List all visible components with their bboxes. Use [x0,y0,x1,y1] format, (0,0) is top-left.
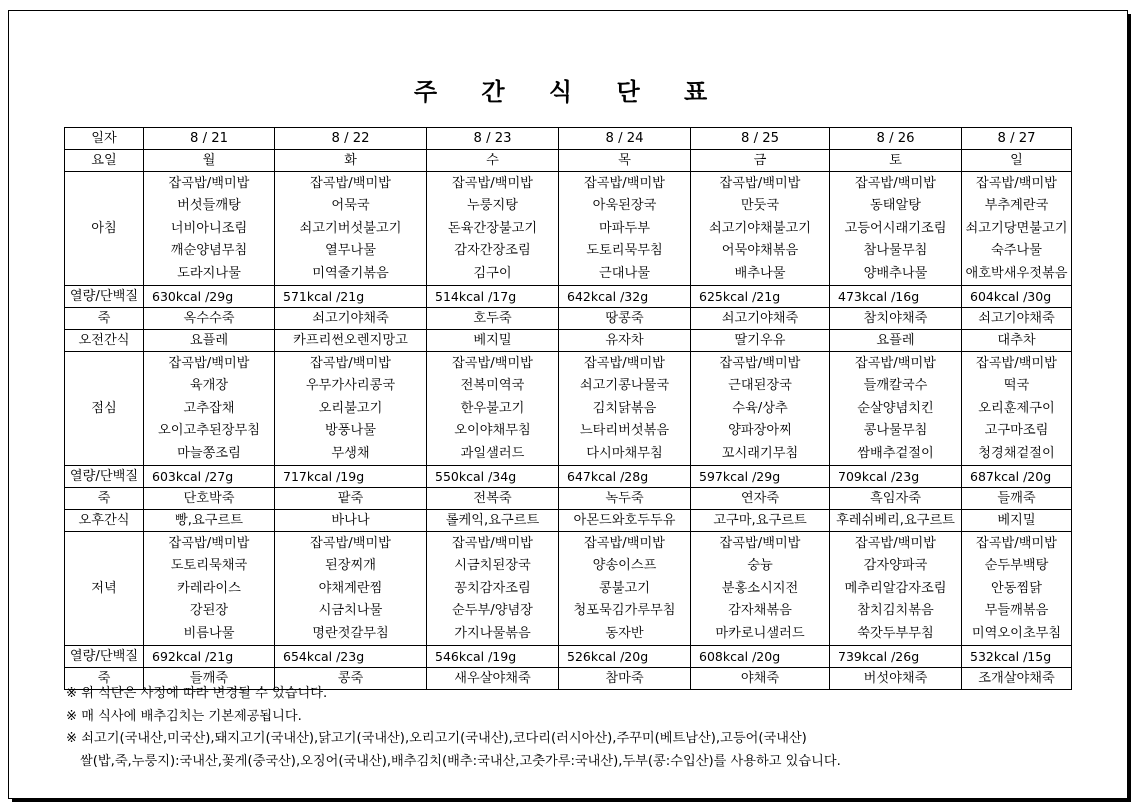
menu-item: 쇠고기야채불고기 [709,220,811,236]
breakfast-porridge-row [65,308,1072,330]
lunch-calorie-row-cell: 603kcal /27g [144,466,275,488]
lunch-porridge-row-cell: 연자죽 [691,488,830,510]
note-1: ※ 위 식단은 사정에 따라 변경될 수 있습니다. [66,686,328,701]
lunch-calorie-row-cell: 717kcal /19g [275,466,427,488]
menu-item: 쇠고기콩나물국 [579,378,670,394]
menu-item: 동태알탕 [870,198,921,214]
lunch-row-cell [691,352,830,466]
menu-item: 순두부/양념장 [452,603,533,619]
lunch-row-cell [830,352,962,466]
menu-item: 잡곡밥/백미밥 [584,176,665,191]
am-snack-row [65,330,1072,352]
note-4: 쌀(밥,죽,누룽지):국내산,꽃게(중국산),오징어(국내산),배추김치(배추:국내산,고춧가루:국내산),두부(콩:수입산)를 사용하고 있습니다. [80,753,841,769]
menu-item: 잡곡밥/백미밥 [855,356,936,371]
lunch-row-label: 점심 [65,352,144,466]
menu-item: 어묵국 [331,198,370,214]
menu-item: 된장찌개 [325,558,376,574]
weekday-row-cell: 목 [559,150,691,172]
menu-item: 쇠고기당면불고기 [965,220,1068,236]
dinner-row-cell [275,532,427,646]
menu-item: 가지나물볶음 [454,625,531,641]
weekly-menu-table [64,127,1072,690]
menu-item: 마파두부 [599,220,650,236]
breakfast-row-cell [427,172,559,286]
menu-item: 잡곡밥/백미밥 [452,536,533,551]
dinner-row-cell [559,532,691,646]
breakfast-calorie-row-cell: 473kcal /16g [830,286,962,308]
menu-item: 양파장아찌 [728,423,792,439]
menu-item: 어묵야채볶음 [721,243,799,259]
menu-item: 카레라이스 [177,580,241,596]
weekday-row-cell: 토 [830,150,962,172]
menu-item: 도라지나물 [177,265,241,281]
menu-item: 수육/상추 [732,400,788,416]
menu-item: 방풍나물 [325,423,376,439]
menu-item: 잡곡밥/백미밥 [584,536,665,551]
menu-item: 열무나물 [325,243,376,259]
lunch-row-cell [144,352,275,466]
dinner-calorie-row-cell: 546kcal /19g [427,646,559,668]
dinner-row-cell [144,532,275,646]
dinner-calorie-row-cell: 532kcal /15g [962,646,1072,668]
date-row-cell: 8 / 23 [427,128,559,150]
dinner-calorie-row-cell: 692kcal /21g [144,646,275,668]
lunch-porridge-row-cell: 들깨죽 [962,488,1072,510]
lunch-row [65,352,1072,466]
menu-item: 숭늉 [747,558,773,574]
dinner-porridge-row-cell: 조개살야채죽 [962,668,1072,690]
lunch-calorie-row-cell: 550kcal /34g [427,466,559,488]
menu-item: 잡곡밥/백미밥 [976,176,1057,191]
weekday-row-cell: 금 [691,150,830,172]
sheet-shadow-right [1128,14,1131,802]
menu-item: 숙주나물 [991,243,1042,259]
menu-item: 오리훈제구이 [978,400,1055,416]
menu-item: 오리불고기 [318,400,383,416]
menu-item: 잡곡밥/백미밥 [168,356,250,371]
pm-snack-row-cell: 롤케익,요구르트 [427,510,559,532]
lunch-calorie-row [65,466,1072,488]
breakfast-porridge-row-label: 죽 [65,308,144,330]
weekday-row-cell: 수 [427,150,559,172]
menu-item: 전복미역국 [460,378,525,394]
am-snack-row-cell: 카프리썬오렌지망고 [275,330,427,352]
breakfast-calorie-row-cell: 604kcal /30g [962,286,1072,308]
dinner-calorie-row-cell: 526kcal /20g [559,646,691,668]
menu-item: 마늘쫑조림 [177,445,241,461]
menu-item: 콩나물무침 [863,423,928,439]
menu-item: 꽁치감자조림 [454,580,531,596]
breakfast-calorie-row [65,286,1072,308]
menu-item: 잡곡밥/백미밥 [584,356,665,371]
am-snack-row-label: 오전간식 [65,330,144,352]
menu-item: 잡곡밥/백미밥 [452,176,533,191]
menu-item: 도토리묵무침 [586,243,663,259]
date-row-cell: 8 / 24 [559,128,691,150]
menu-item: 시금치된장국 [454,558,531,574]
menu-item: 꼬시래기무침 [721,445,799,461]
menu-item: 근대나물 [599,265,650,281]
menu-item: 쑥갓두부무침 [857,625,934,641]
menu-item: 쌈배추겉절이 [857,445,934,461]
breakfast-calorie-row-cell: 642kcal /32g [559,286,691,308]
menu-item: 잡곡밥/백미밥 [855,536,936,551]
lunch-porridge-row-cell: 팥죽 [275,488,427,510]
breakfast-row-label: 아침 [65,172,144,286]
breakfast-row-cell [691,172,830,286]
menu-item: 애호박새우젓볶음 [965,265,1068,281]
dinner-row-cell [962,532,1072,646]
note-2: ※ 매 식사에 배추김치는 기본제공됩니다. [66,708,302,724]
date-row-cell: 8 / 22 [275,128,427,150]
breakfast-porridge-row-cell: 쇠고기야채죽 [275,308,427,330]
menu-item: 너비아니조림 [170,220,248,236]
menu-item: 잡곡밥/백미밥 [310,176,391,191]
menu-item: 메추리알감자조림 [844,580,947,596]
menu-item: 미역오이초무침 [971,625,1062,641]
menu-item: 무생채 [331,445,370,461]
lunch-porridge-row-label: 죽 [65,488,144,510]
am-snack-row-cell: 유자차 [559,330,691,352]
pm-snack-row-label: 오후간식 [65,510,144,532]
pm-snack-row-cell: 베지밀 [962,510,1072,532]
menu-item: 마카로니샐러드 [715,625,805,641]
menu-item: 잡곡밥/백미밥 [719,176,801,191]
menu-item: 잡곡밥/백미밥 [976,536,1057,551]
menu-item: 감자간장조림 [454,243,531,259]
am-snack-row-cell: 대추차 [962,330,1072,352]
menu-item: 아욱된장국 [592,198,657,214]
breakfast-porridge-row-cell: 참치야채죽 [830,308,962,330]
menu-item: 잡곡밥/백미밥 [310,356,391,371]
pm-snack-row-cell: 고구마,요구르트 [691,510,830,532]
menu-item: 잡곡밥/백미밥 [168,536,250,551]
menu-item: 순살양념치킨 [857,400,934,416]
dinner-row-label: 저녁 [65,532,144,646]
breakfast-row-cell [830,172,962,286]
dinner-calorie-row [65,646,1072,668]
page-title: 주 간 식 단 표 [413,78,726,106]
date-row-cell: 8 / 27 [962,128,1072,150]
menu-item: 버섯들깨탕 [177,198,241,214]
am-snack-row-cell: 요플레 [830,330,962,352]
lunch-row-cell [559,352,691,466]
weekday-row-cell: 화 [275,150,427,172]
am-snack-row-cell: 요플레 [144,330,275,352]
menu-item: 잡곡밥/백미밥 [168,176,250,191]
pm-snack-row-cell: 아몬드와호두두유 [559,510,691,532]
menu-item: 고추잡채 [183,400,235,416]
dinner-porridge-row-cell: 버섯야채죽 [830,668,962,690]
menu-item: 콩불고기 [599,580,650,596]
menu-item: 김구이 [473,265,512,281]
dinner-row-cell [830,532,962,646]
breakfast-row-cell [559,172,691,286]
menu-item: 잡곡밥/백미밥 [855,176,936,191]
lunch-row-cell [962,352,1072,466]
dinner-row [65,532,1072,646]
weekday-row-cell: 일 [962,150,1072,172]
dinner-row-cell [691,532,830,646]
menu-item: 잡곡밥/백미밥 [719,536,801,551]
menu-item: 분홍소시지전 [721,580,799,596]
dinner-porridge-row-cell: 콩죽 [275,668,427,690]
date-row [65,128,1072,150]
lunch-calorie-row-cell: 709kcal /23g [830,466,962,488]
breakfast-calorie-row-cell: 630kcal /29g [144,286,275,308]
breakfast-calorie-row-label: 열량/단백질 [65,286,144,308]
menu-item: 잡곡밥/백미밥 [719,356,801,371]
dinner-calorie-row-cell: 608kcal /20g [691,646,830,668]
menu-item: 잡곡밥/백미밥 [976,356,1057,371]
menu-item: 양배추나물 [863,265,928,281]
menu-item: 깨순양념무침 [170,243,248,259]
breakfast-porridge-row-cell: 옥수수죽 [144,308,275,330]
menu-item: 오이고추된장무침 [158,423,260,439]
pm-snack-row-cell: 후레쉬베리,요구르트 [830,510,962,532]
menu-item: 참치김치볶음 [857,603,934,619]
menu-item: 다시마채무침 [586,445,663,461]
menu-item: 잡곡밥/백미밥 [452,356,533,371]
dinner-porridge-row-cell: 참마죽 [559,668,691,690]
menu-item: 부추계란국 [984,198,1049,214]
breakfast-row-cell [275,172,427,286]
menu-item: 강된장 [189,603,229,619]
menu-item: 고등어시래기조림 [844,220,947,236]
date-row-cell: 8 / 25 [691,128,830,150]
pm-snack-row-cell: 바나나 [275,510,427,532]
am-snack-row-cell: 베지밀 [427,330,559,352]
date-row-cell: 8 / 21 [144,128,275,150]
breakfast-porridge-row-cell: 쇠고기야채죽 [962,308,1072,330]
menu-item: 누룽지탕 [467,198,518,214]
menu-item: 만둣국 [740,198,780,214]
menu-item: 돈육간장불고기 [447,220,538,236]
menu-item: 안동찜닭 [991,580,1042,596]
menu-item: 비름나물 [183,625,235,641]
lunch-row-cell [427,352,559,466]
menu-item: 고구마조림 [984,423,1049,439]
menu-item: 참나물무침 [863,243,928,259]
breakfast-porridge-row-cell: 호두죽 [427,308,559,330]
menu-item: 육개장 [189,378,229,394]
lunch-porridge-row [65,488,1072,510]
dinner-calorie-row-label: 열량/단백질 [65,646,144,668]
dinner-calorie-row-cell: 654kcal /23g [275,646,427,668]
menu-item: 감자채볶음 [728,603,792,619]
weekday-row-label: 요일 [65,150,144,172]
lunch-calorie-row-cell: 687kcal /20g [962,466,1072,488]
date-row-cell: 8 / 26 [830,128,962,150]
lunch-porridge-row-cell: 단호박죽 [144,488,275,510]
breakfast-row-cell [144,172,275,286]
breakfast-porridge-row-cell: 땅콩죽 [559,308,691,330]
menu-item: 떡국 [1003,378,1030,394]
lunch-porridge-row-cell: 전복죽 [427,488,559,510]
note-3: ※ 쇠고기(국내산,미국산),돼지고기(국내산),닭고기(국내산),오리고기(국내산),코다리(러시아산),주꾸미(베트남산),고등어(국내산) [66,731,807,746]
menu-item: 감자양파국 [863,558,928,574]
menu-item: 미역줄기볶음 [312,265,389,281]
lunch-porridge-row-cell: 흑임자죽 [830,488,962,510]
breakfast-porridge-row-cell: 쇠고기야채죽 [691,308,830,330]
lunch-calorie-row-cell: 597kcal /29g [691,466,830,488]
menu-item: 쇠고기버섯불고기 [299,220,402,236]
lunch-row-cell [275,352,427,466]
menu-item: 시금치나물 [318,603,383,619]
menu-item: 도토리묵채국 [170,558,248,574]
menu-item: 들깨칼국수 [863,378,928,394]
menu-item: 청경채겉절이 [978,445,1055,461]
menu-item: 야채계란찜 [318,580,383,596]
date-row-label: 일자 [65,128,144,150]
menu-item: 청포묵김가루무침 [573,603,676,619]
breakfast-calorie-row-cell: 514kcal /17g [427,286,559,308]
weekday-row [65,150,1072,172]
pm-snack-row-cell: 빵,요구르트 [144,510,275,532]
menu-item: 우무가사리콩국 [305,378,396,394]
menu-item: 무들깨볶음 [984,603,1049,619]
menu-item: 김치닭볶음 [592,400,657,416]
breakfast-row-cell [962,172,1072,286]
lunch-porridge-row-cell: 녹두죽 [559,488,691,510]
lunch-calorie-row-label: 열량/단백질 [65,466,144,488]
sheet-shadow-bottom [12,799,1131,802]
pm-snack-row [65,510,1072,532]
menu-item: 잡곡밥/백미밥 [310,536,391,551]
menu-item: 오이야채무침 [454,423,531,439]
dinner-row-cell [427,532,559,646]
dinner-porridge-row-cell: 야채죽 [691,668,830,690]
dinner-porridge-row-cell: 새우살야채죽 [427,668,559,690]
notes [66,683,841,773]
menu-item: 배추나물 [734,265,786,281]
menu-item: 느타리버섯볶음 [579,423,670,439]
menu-item: 명란젓갈무침 [312,625,389,641]
weekday-row-cell: 월 [144,150,275,172]
menu-item: 과일샐러드 [460,445,525,461]
breakfast-row [65,172,1072,286]
dinner-calorie-row-cell: 739kcal /26g [830,646,962,668]
dinner-porridge-row-label: 죽 [65,668,144,690]
menu-item: 한우불고기 [460,400,525,416]
breakfast-calorie-row-cell: 625kcal /21g [691,286,830,308]
breakfast-calorie-row-cell: 571kcal /21g [275,286,427,308]
am-snack-row-cell: 딸기우유 [691,330,830,352]
menu-item: 근대된장국 [728,378,792,394]
menu-item: 양송이스프 [592,558,657,574]
dinner-porridge-row-cell: 들깨죽 [144,668,275,690]
lunch-calorie-row-cell: 647kcal /28g [559,466,691,488]
menu-item: 동자반 [605,625,644,641]
menu-item: 순두부백탕 [984,558,1049,574]
